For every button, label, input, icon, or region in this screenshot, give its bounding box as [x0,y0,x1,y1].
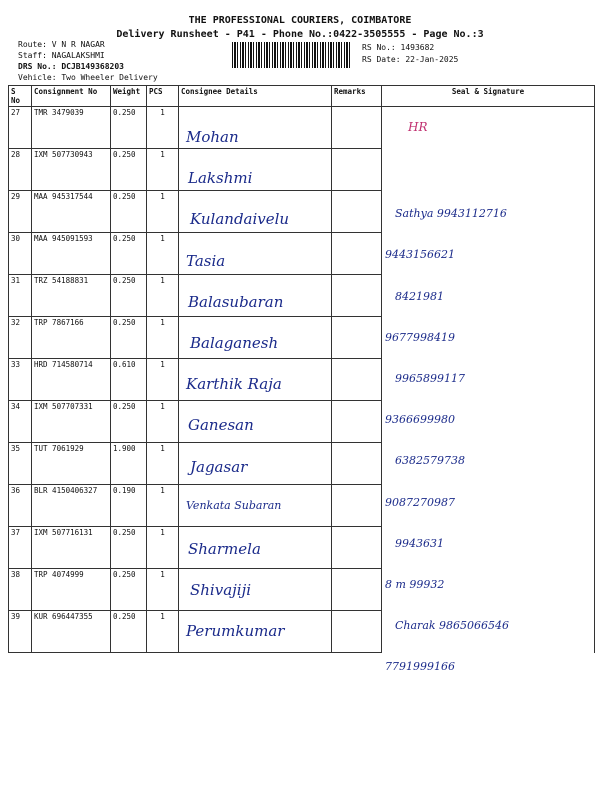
cell-weight: 0.250 [111,317,147,359]
cell-weight: 0.250 [111,527,147,569]
barcode [232,42,352,68]
cell-consignment: HRD 714580714 [32,359,111,401]
handwritten-consignee-name: Sharmela [188,540,261,558]
cell-pcs: 1 [147,485,179,527]
cell-weight: 0.250 [111,149,147,191]
cell-remarks [332,149,382,191]
cell-remarks [332,317,382,359]
cell-pcs: 1 [147,611,179,653]
route-label: Route: V N R NAGAR [18,40,105,49]
cell-weight: 0.190 [111,485,147,527]
handwritten-consignee-name: Perumkumar [186,622,285,641]
col-pcs: PCS [147,86,179,107]
cell-remarks [332,401,382,443]
cell-consignment: TRP 4074999 [32,569,111,611]
cell-sno: 37 [9,527,32,569]
table-row [9,233,595,275]
handwritten-signature: 9087270987 [385,495,455,509]
cell-sno: 30 [9,233,32,275]
cell-pcs: 1 [147,275,179,317]
rs-number: RS No.: 1493682 [362,43,435,52]
cell-sno: 28 [9,149,32,191]
cell-consignment: TRZ 54188831 [32,275,111,317]
vehicle-label: Vehicle: Two Wheeler Delivery [18,73,158,82]
cell-consignment: TMR 3479039 [32,107,111,149]
cell-pcs: 1 [147,527,179,569]
cell-weight: 0.250 [111,191,147,233]
handwritten-consignee-name: Venkata Subaran [186,498,282,512]
cell-remarks [332,443,382,485]
staff-label: Staff: NAGALAKSHMI [18,51,105,60]
col-remarks: Remarks [332,86,382,107]
handwritten-signature: Charak 9865066546 [395,619,510,633]
runsheet-table [8,85,595,653]
table-row [9,275,595,317]
cell-remarks [332,569,382,611]
col-sno: S No [9,86,32,107]
cell-weight: 0.250 [111,569,147,611]
cell-sno: 33 [9,359,32,401]
cell-pcs: 1 [147,191,179,233]
table-row [9,527,595,569]
cell-remarks [332,191,382,233]
cell-consignment: TRP 7867166 [32,317,111,359]
cell-weight: 0.610 [111,359,147,401]
cell-consignment: MAA 945317544 [32,191,111,233]
handwritten-consignee-name: Mohan [186,128,239,146]
cell-consignment: BLR 4150406327 [32,485,111,527]
cell-remarks [332,233,382,275]
handwritten-signature: 8 m 99932 [385,578,445,591]
table-row [9,359,595,401]
handwritten-consignee-name: Karthik Raja [186,375,282,394]
table-row [9,569,595,611]
cell-sno: 35 [9,443,32,485]
drs-label: DRS No.: DCJB149368203 [18,62,124,71]
cell-pcs: 1 [147,359,179,401]
cell-sno: 34 [9,401,32,443]
cell-remarks [332,527,382,569]
cell-sno: 31 [9,275,32,317]
col-weight: Weight [111,86,147,107]
cell-consignment: MAA 945091593 [32,233,111,275]
handwritten-signature: 9443156621 [385,248,455,262]
cell-sno: 36 [9,485,32,527]
cell-sno: 32 [9,317,32,359]
handwritten-consignee-name: Ganesan [188,416,254,435]
handwritten-consignee-name: Lakshmi [188,169,253,188]
rs-date: RS Date: 22-Jan-2025 [362,55,459,64]
cell-weight: 1.900 [111,443,147,485]
cell-signature [382,149,595,191]
cell-sno: 29 [9,191,32,233]
cell-pcs: 1 [147,443,179,485]
cell-pcs: 1 [147,149,179,191]
cell-remarks [332,275,382,317]
col-seal: Seal & Signature [382,86,595,107]
cell-sno: 39 [9,611,32,653]
handwritten-consignee-name: Balasubaran [188,292,284,311]
handwritten-signature: HR [408,120,428,134]
cell-weight: 0.250 [111,233,147,275]
handwritten-signature: 9943631 [395,536,444,550]
handwritten-signature: 9366699980 [385,413,455,427]
cell-remarks [332,107,382,149]
cell-consignment: IXM 507716131 [32,527,111,569]
handwritten-signature: 9965899117 [395,372,465,385]
cell-weight: 0.250 [111,611,147,653]
cell-consignment: IXM 507730943 [32,149,111,191]
table-row [9,485,595,527]
handwritten-signature: 6382579738 [395,454,465,468]
cell-pcs: 1 [147,233,179,275]
table-header-row [9,86,595,107]
cell-weight: 0.250 [111,275,147,317]
cell-pcs: 1 [147,401,179,443]
cell-sno: 27 [9,107,32,149]
cell-consignment: IXM 507707331 [32,401,111,443]
table-row [9,107,595,149]
cell-pcs: 1 [147,317,179,359]
table-row [9,149,595,191]
handwritten-consignee-name: Shivajiji [190,581,252,600]
cell-consignment: TUT 7061929 [32,443,111,485]
cell-pcs: 1 [147,569,179,611]
cell-weight: 0.250 [111,401,147,443]
handwritten-signature: Sathya 9943112716 [395,207,507,221]
cell-pcs: 1 [147,107,179,149]
cell-remarks [332,359,382,401]
cell-sno: 38 [9,569,32,611]
cell-remarks [332,485,382,527]
handwritten-signature: 8421981 [395,289,444,303]
col-consignment: Consignment No [32,86,111,107]
handwritten-signature: 9677998419 [385,330,455,344]
handwritten-consignee-name: Jagasar [190,457,248,476]
col-consignee: Consignee Details [179,86,332,107]
runsheet-subtitle: Delivery Runsheet - P41 - Phone No.:0422-3505555 - Page No.:3 [116,29,484,40]
table-row [9,317,595,359]
cell-consignment: KUR 696447355 [32,611,111,653]
handwritten-consignee-name: Kulandaivelu [190,210,290,229]
handwritten-signature: 7791999166 [385,660,455,674]
company-title: THE PROFESSIONAL COURIERS, COIMBATORE [188,15,412,26]
cell-remarks [332,611,382,653]
handwritten-consignee-name: Balaganesh [190,334,279,352]
table-row [9,401,595,443]
handwritten-consignee-name: Tasia [186,251,226,270]
table-row [9,443,595,485]
cell-weight: 0.250 [111,107,147,149]
